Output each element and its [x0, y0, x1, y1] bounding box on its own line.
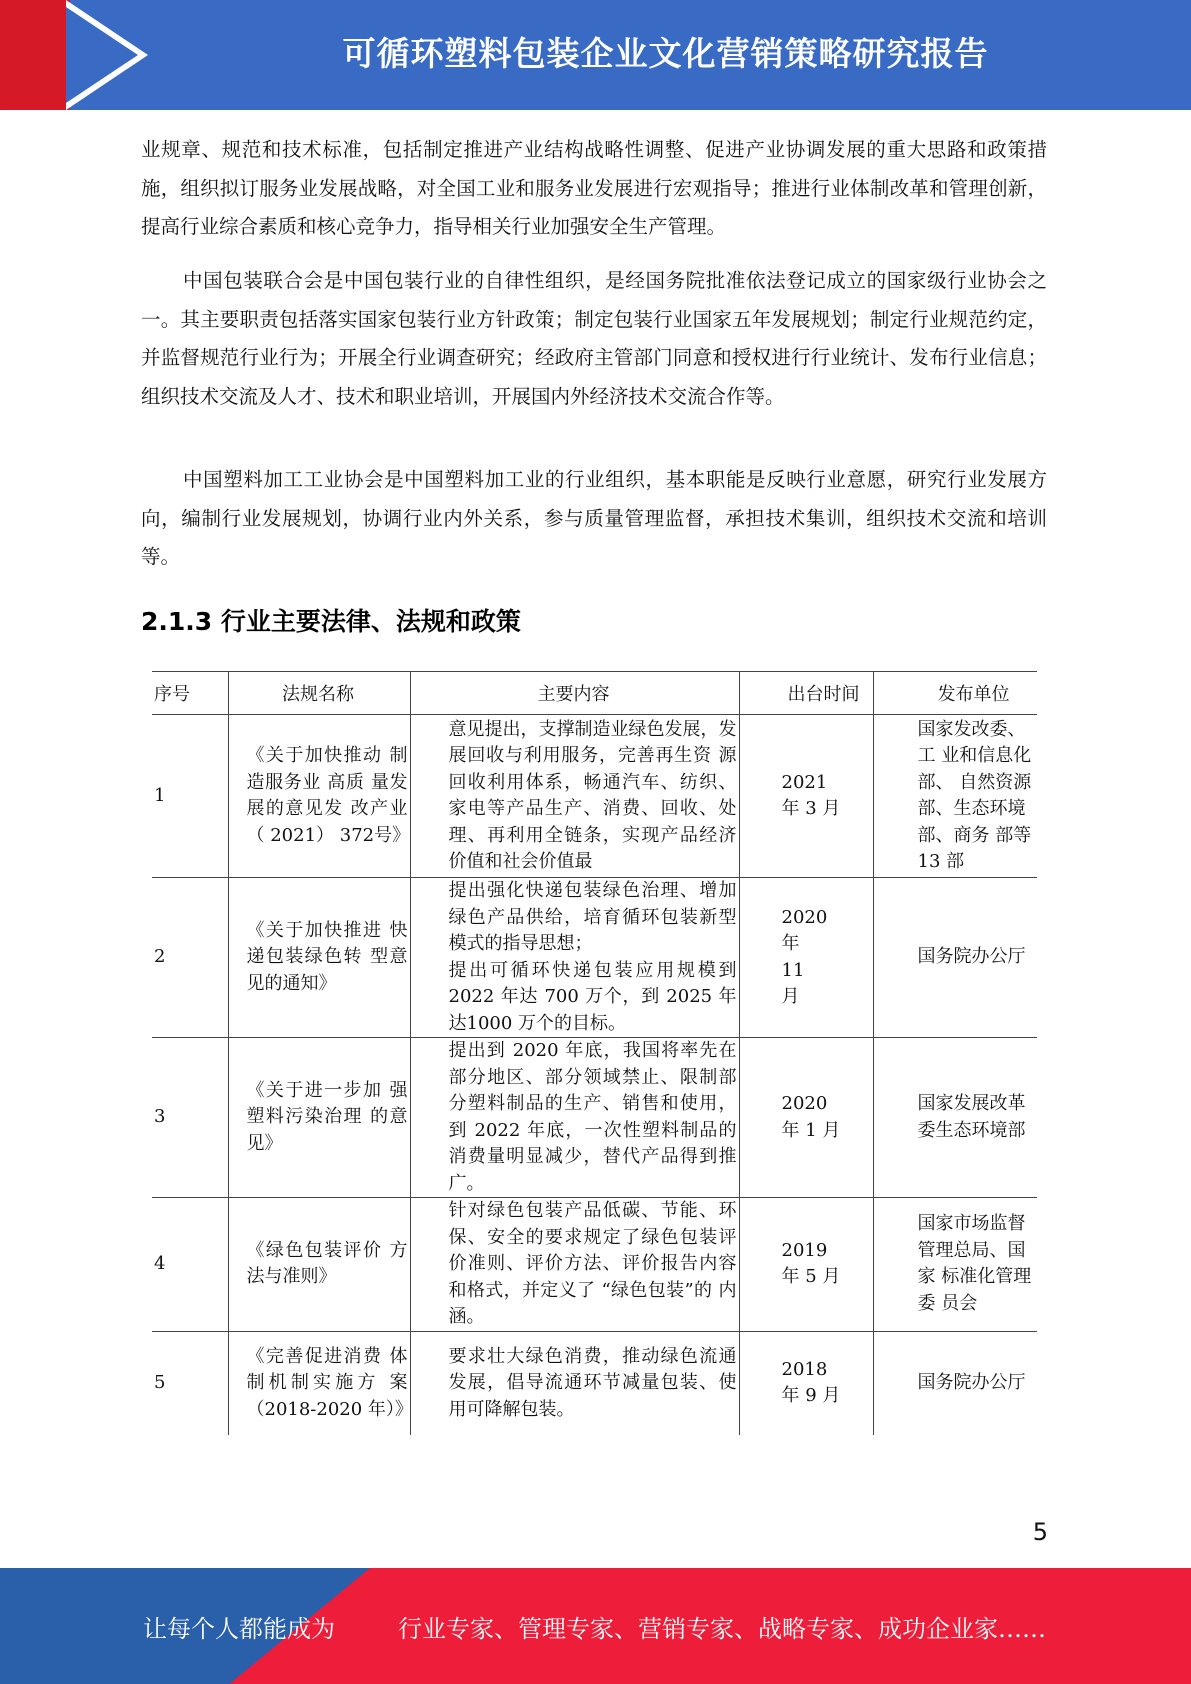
header-content: 主要内容 — [410, 672, 739, 715]
row-regulation-name: 《绿色包装评价 方法与准则》 — [228, 1198, 410, 1332]
header-issuer: 发布单位 — [873, 672, 1037, 715]
page-number: 5 — [1032, 1518, 1048, 1546]
header-date: 出台时间 — [739, 672, 873, 715]
row-issuer: 国务院办公厅 — [917, 1372, 1026, 1393]
row-date: 2019 年 5 月 — [739, 1198, 873, 1332]
row-issuer: 国家发改委、工 业和信息化部、 自然资源部、生态环境部、商务 部等 13 部 — [873, 715, 1037, 878]
row-regulation-name: 《关于加快推动 制造服务业 高质 量发展的意见发 改产业（ 2021） 372号》 — [228, 715, 410, 878]
row-regulation-name: 《关于加快推进 快递包装绿色转 型意见的通知》 — [228, 878, 410, 1038]
row-content: 要求壮大绿色消费，推动绿色流通 发展，倡导流通环节减量包装、使 用可降解包装。 — [410, 1331, 739, 1435]
header-no: 序号 — [152, 672, 228, 715]
row-no: 5 — [152, 1331, 228, 1435]
row-no: 1 — [152, 715, 228, 878]
table-row — [152, 715, 1037, 878]
row-date: 2020 年 11 月 — [739, 878, 873, 1038]
footer-slogan-left: 让每个人都能成为 — [143, 1615, 335, 1643]
row-issuer: 国家市场监督管理总局、国家 标准化管理委 员会 — [873, 1198, 1037, 1332]
row-no: 4 — [152, 1198, 228, 1332]
row-content: 提出强化快递包装绿色治理、增加 绿色产品供给，培育循环包装新型 模式的指导思想； 提出可循环快递包装应用规模到2022 年达 700 万个，到 2025 年达1000 万个的目标。 — [410, 878, 739, 1038]
row-date: 2021 年 3 月 — [739, 715, 873, 878]
row-regulation-name: 《关于进一步加 强塑料污染治理 的意见》 — [228, 1038, 410, 1198]
row-content: 针对绿色包装产品低碳、节能、环 保、安全的要求规定了绿色包装评 价准则、评价方法、评价报告内容 和格式，并定义了 “绿色包装”的 内涵。 — [410, 1198, 739, 1332]
row-content: 提出到 2020 年底，我国将率先在部分地区、部分领域禁止、限制部 分塑料制品的生产、销售和使用， 到 2022 年底，一次性塑料制品的 消费量明显减少，替代产品得到推 广。 — [410, 1038, 739, 1198]
row-date: 2018 年 9 月 — [739, 1331, 873, 1435]
table-header-row — [152, 672, 1037, 715]
row-issuer: 国家发展改革委生态环境部 — [873, 1038, 1037, 1198]
paragraph-intro: 业规章、规范和技术标准，包括制定推进产业结构战略性调整、促进产业协调发展的重大思路和政策措施，组织拟订服务业发展战略，对全国工业和服务业发展进行宏观指导；推进行业体制改革和管理创新，提高行业综合素质和核心竞争力，指导相关行业加强安全生产管理。 — [141, 138, 1047, 238]
page-footer — [0, 1568, 1191, 1684]
row-date: 2020 年 1 月 — [739, 1038, 873, 1198]
table-row — [152, 1038, 1037, 1198]
report-title: 可循环塑料包装企业文化营销策略研究报告 — [342, 34, 989, 73]
header-chevron-inner — [66, 7, 138, 103]
row-content: 意见提出，支撑制造业绿色发展，发展回收与利用服务，完善再生资 源回收利用体系，畅通汽车、纺织、 家电等产品生产、消费、回收、处 理、再利用全链条，实现产品经济 价值和社会价值最 — [410, 715, 739, 878]
table-row — [152, 878, 1037, 1038]
row-no: 2 — [152, 878, 228, 1038]
row-regulation-name: 《完善促进消费 体制机制实施方 案（2018-2020 年）》 — [228, 1331, 410, 1435]
table-row — [152, 1198, 1037, 1332]
row-issuer: 国务院办公厅 — [873, 878, 1037, 1038]
row-no: 3 — [152, 1038, 228, 1198]
regulations-table — [152, 671, 1037, 1435]
paragraph-packaging-federation: 中国包装联合会是中国包装行业的自律性组织，是经国务院批准依法登记成立的国家级行业协会之一。其主要职责包括落实国家包装行业方针政策；制定包装行业国家五年发展规划；制定行业规范约定，并监督规范行业行为；开展全行业调查研究；经政府主管部门同意和授权进行行业统计、发布行业信息；组织技术交流及人才、技术和职业培训，开展国内外经济技术交流合作等。 — [141, 269, 1047, 408]
header-name: 法规名称 — [228, 672, 410, 715]
paragraph-plastics-association: 中国塑料加工工业协会是中国塑料加工业的行业组织，基本职能是反映行业意愿，研究行业发展方向，编制行业发展规划，协调行业内外关系，参与质量管理监督，承担技术集训，组织技术交流和培训等。 — [141, 468, 1047, 568]
table-row — [152, 1331, 1037, 1435]
footer-slogan-right: 行业专家、管理专家、营销专家、战略专家、成功企业家…… — [398, 1615, 1046, 1643]
page-header — [0, 0, 1191, 110]
section-heading: 2.1.3 行业主要法律、法规和政策 — [141, 607, 521, 636]
